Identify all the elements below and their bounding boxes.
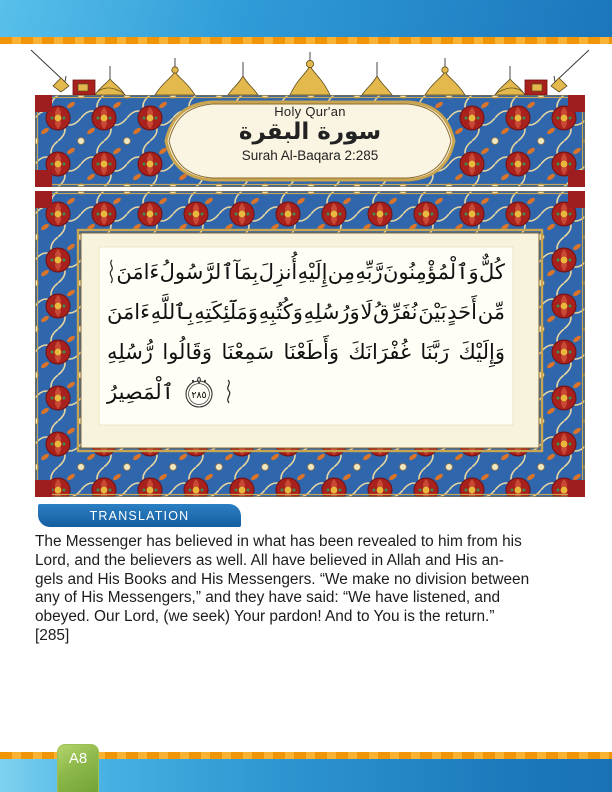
translation-line: [285] [35, 626, 70, 644]
translation-text [35, 533, 580, 646]
svg-text:٢٨٥: ٢٨٥ [191, 390, 207, 401]
translation-line: any of His Messengers,” and they have said: “We have listened, and [35, 589, 501, 607]
surah-title-arabic: سورة البقرة [238, 119, 382, 145]
verse-line: ٱلْمَصِيرُ ٢٨٥ [107, 372, 505, 412]
verse-number-medallion [183, 375, 215, 409]
verse-start-flourish-icon [107, 259, 116, 285]
surah-header-frame [35, 95, 585, 187]
translation-line: Lord, and the believers as well. All have believed in Allah and His an- [35, 551, 504, 569]
top-banner [0, 0, 612, 37]
verse-line: رُّسُلِهِ وَقَالُوا سَمِعْنَا وَأَطَعْنَا غُفْرَانَكَ رَبَّنَا وَإِلَيْكَ [107, 340, 505, 364]
surah-reference: Surah Al-Baqara 2:285 [241, 148, 379, 163]
frame-finials-ornament [25, 48, 595, 95]
translation-line: The Messenger has believed in what has been revealed to him from his [35, 533, 522, 550]
verse-end-flourish-icon [224, 379, 233, 405]
surah-header-cartouche [160, 104, 460, 163]
quran-verse-panel [99, 247, 513, 425]
verse-line: ءَامَنَ بِٱللَّهِ وَمَلَٓئِكَتِهِ وَكُتُبِهِ وَرُسُلِهِ لَا نُفَرِّقُ بَيْنَ أَحَدٍ مِّن [107, 300, 505, 324]
translation-label: TRANSLATION [89, 508, 190, 523]
page-number-tab [57, 744, 99, 792]
book-title: Holy Qur'an [274, 104, 346, 119]
verse-line: ءَامَنَ ٱلرَّسُولُ بِمَآ أُنزِلَ إِلَيْهِ مِن رَّبِّهِ وَٱلْمُؤْمِنُونَ كُلٌّ [107, 252, 505, 292]
verse-frame [35, 191, 585, 497]
translation-line: gels and His Books and His Messengers. “We make no division between [35, 570, 530, 588]
page-number: A8 [68, 750, 88, 767]
translation-line: obeyed. Our Lord, (we seek) Your pardon! And to You is the return.” [35, 608, 495, 626]
translation-ribbon [38, 504, 241, 527]
top-dashed-divider [0, 37, 612, 44]
